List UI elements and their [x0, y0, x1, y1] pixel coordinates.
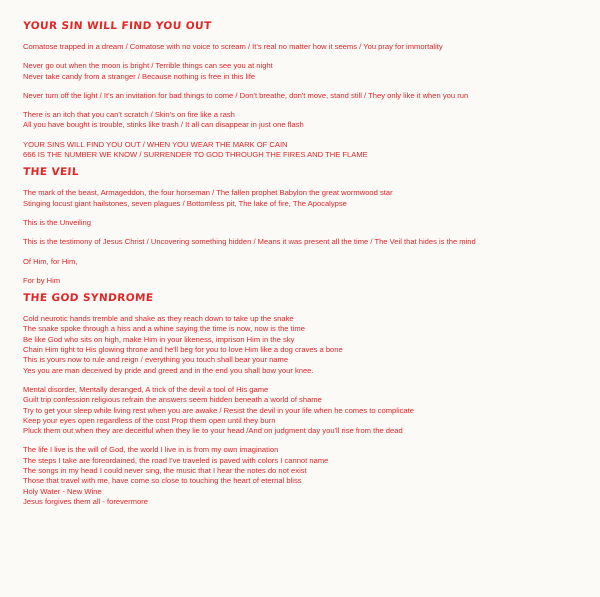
lyric-line: All you have bought is trouble, stinks like trash / It all can disappear in just one flash	[23, 120, 304, 130]
stanza	[23, 61, 580, 82]
lyric-line: Those that travel with me, have come so close to touching the heart of eternal bliss	[23, 476, 302, 486]
lyric-line: This is the testimony of Jesus Christ / Uncovering something hidden / Means it was present all the time / The Veil that hides is the mind	[23, 237, 476, 247]
lyric-line: The steps I take are foreordained, the road I've traveled is paved with colors I cannot name	[23, 455, 329, 465]
lyrics-content	[23, 20, 580, 507]
stanza	[23, 237, 580, 247]
lyric-line: Never take candy from a stranger / Because nothing is free in this life	[23, 71, 256, 81]
lyric-line: This is yours now to rule and reign / everything you touch shall bear your name	[23, 355, 289, 365]
lyric-line: There is an itch that you can't scratch / Skin's on fire like a rash	[23, 110, 235, 120]
stanza	[23, 140, 580, 161]
lyric-line: Cold neurotic hands tremble and shake as they reach down to take up the snake	[23, 314, 294, 324]
song-title: YOUR SIN WILL FIND YOU OUT	[22, 20, 212, 32]
lyric-line: The mark of the beast, Armageddon, the four horseman / The fallen prophet Babylon the great wormwood star	[23, 188, 393, 198]
lyric-line: Guilt trip confession religious refrain the answers seem hidden beneath a world of shame	[23, 395, 322, 405]
lyric-line: Yes you are man deceived by pride and greed and in the end you shall bow your knee.	[23, 365, 314, 375]
lyric-line: Of Him, for Him,	[23, 256, 78, 266]
stanza	[23, 385, 580, 436]
song-title: THE GOD SYNDROME	[22, 292, 154, 305]
lyric-line: The songs in my head I could never sing, the music that I hear the notes do not exist	[23, 466, 307, 476]
lyric-line: Never go out when the moon is bright / Terrible things can see you at night	[23, 61, 273, 71]
lyric-line: Try to get your sleep while living rest when you are awake / Resist the devil in your life when he comes to complicate	[23, 405, 414, 415]
lyric-line: For by Him	[23, 275, 61, 285]
stanza	[23, 314, 580, 376]
stanza	[23, 110, 580, 131]
lyric-line: Mental disorder, Mentally deranged, A trick of the devil a tool of His game	[23, 384, 269, 394]
song-title: THE VEIL	[22, 166, 80, 179]
stanza	[23, 445, 580, 507]
lyric-line: Comatose trapped in a dream / Comatose with no voice to scream / It's real no matter how it seems / You pray for immortality	[23, 42, 443, 51]
lyric-line: This is the Unveiling	[23, 217, 91, 227]
lyric-line: YOUR SINS WILL FIND YOU OUT / WHEN YOU WEAR THE MARK OF CAIN	[23, 139, 288, 149]
lyric-line: Keep your eyes open regardless of the cost Prop them open until they burn	[23, 415, 276, 425]
lyric-line: Never turn off the light / It's an invitation for bad things to come / Don't breathe, don't move, stand still / They only like it when you run	[23, 90, 469, 100]
stanza	[23, 42, 580, 52]
stanza	[23, 257, 580, 267]
lyric-line: 666 IS THE NUMBER WE KNOW / SURRENDER TO GOD THROUGH THE FIRES AND THE FLAME	[23, 150, 368, 160]
stanza	[23, 188, 580, 209]
stanza	[23, 276, 580, 286]
lyric-line: Chain Him tight to His glowing throne and he'll beg for you to love Him like a dog craves a bone	[23, 345, 343, 355]
lyric-line: Be like God who sits on high, make Him in your likeness, imprison Him in the sky	[23, 334, 295, 344]
lyric-line: The life I live is the will of God, the world I live in is from my own imagination	[23, 445, 279, 455]
lyric-line: Pluck them out when they are deceitful when they lie to your head /And on judgment day you'll rise from the dead	[23, 426, 403, 436]
stanza	[23, 91, 580, 101]
lyric-line: Jesus forgives them all - forevermore	[23, 496, 148, 506]
lyric-line: The snake spoke through a hiss and a whine saying the time is now, now is the time	[23, 324, 305, 334]
stanza	[23, 218, 580, 228]
lyric-line: Holy Water - New Wine	[23, 486, 102, 496]
lyric-line: Stinging locust giant hailstones, seven plagues / Bottomless pit, The lake of fire, The Apocalypse	[23, 198, 347, 208]
